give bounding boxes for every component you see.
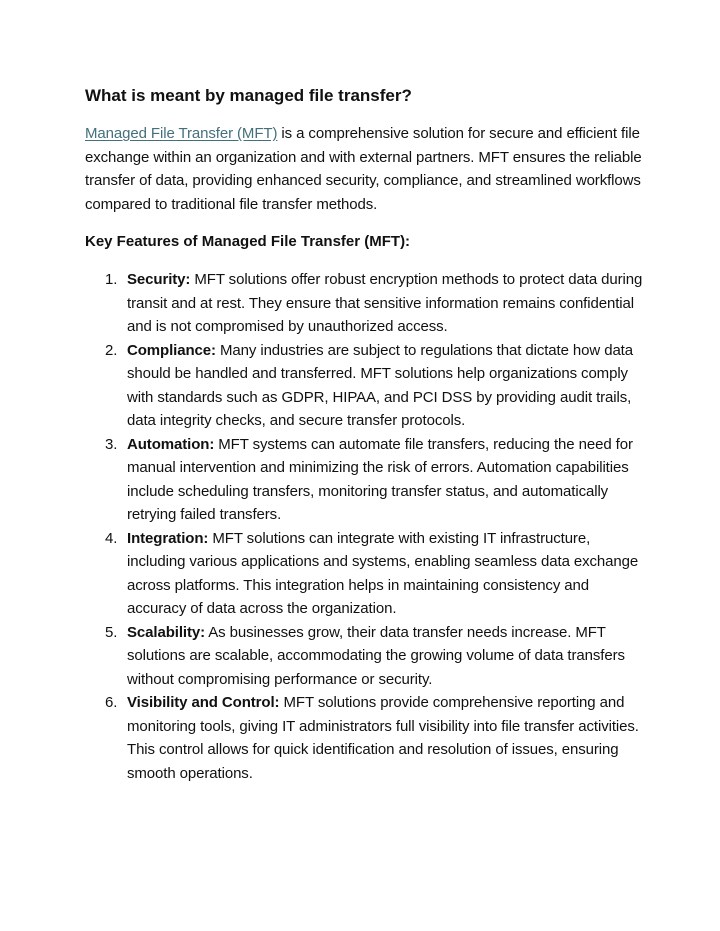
feature-term: Security: [127,271,191,288]
list-item [85,621,645,692]
list-item [85,433,645,527]
list-item [85,527,645,621]
intro-text: is a comprehensive solution for secure and efficient file exchange within an organization and with external partners. MFT ensures the reliable transfer of data, providing enhanced security, compliance, and streamlined workflows compared to traditional file transfer methods. [85,125,642,213]
features-heading: Key Features of Managed File Transfer (MFT): [85,233,411,250]
feature-text: Many industries are subject to regulations that dictate how data should be handled and transferred. MFT solutions help organizations comply with standards such as GDPR, HIPAA, and PCI DSS by providing audit trails, data integrity checks, and secure transfer protocols. [127,341,633,429]
feature-text: MFT solutions offer robust encryption methods to protect data during transit and at rest. They ensure that sensitive information remains confidential and is not compromised by unauthorized access. [127,271,643,335]
list-item-number: 1. [105,271,118,288]
list-item [85,339,645,433]
list-item-number: 5. [105,623,118,641]
feature-text: MFT solutions provide comprehensive reporting and monitoring tools, giving IT administrators full visibility into file transfer activities. This control allows for quick identification and resolution of issues, ensuring smooth operations. [127,694,639,782]
feature-term: Automation: [127,435,215,453]
feature-term: Visibility and Control: [127,694,280,711]
list-item-number: 4. [105,529,118,547]
list-item [85,268,645,339]
feature-term: Scalability: [127,623,205,641]
document-page [85,84,645,785]
list-item-number: 2. [105,341,118,359]
list-item-number: 6. [105,694,118,711]
list-item-number: 3. [105,435,118,453]
intro-paragraph [85,122,645,216]
feature-term: Compliance: [127,341,216,359]
feature-text: MFT systems can automate file transfers, reducing the need for manual intervention and minimizing the risk of errors. Automation capabilities include scheduling transfers, monitoring transfer status, and automatically retrying failed transfers. [127,435,633,523]
feature-text: MFT solutions can integrate with existing IT infrastructure, including various applications and systems, enabling seamless data exchange across platforms. This integration helps in maintaining consistency and accuracy of data across the organization. [127,529,639,617]
feature-term: Integration: [127,529,209,547]
features-list [85,268,645,785]
document-title: What is meant by managed file transfer? [85,86,412,105]
mft-link[interactable]: Managed File Transfer (MFT) [85,125,278,142]
list-item [85,691,645,785]
feature-text: As businesses grow, their data transfer needs increase. MFT solutions are scalable, accommodating the growing volume of data transfers without compromising performance or security. [127,623,625,688]
